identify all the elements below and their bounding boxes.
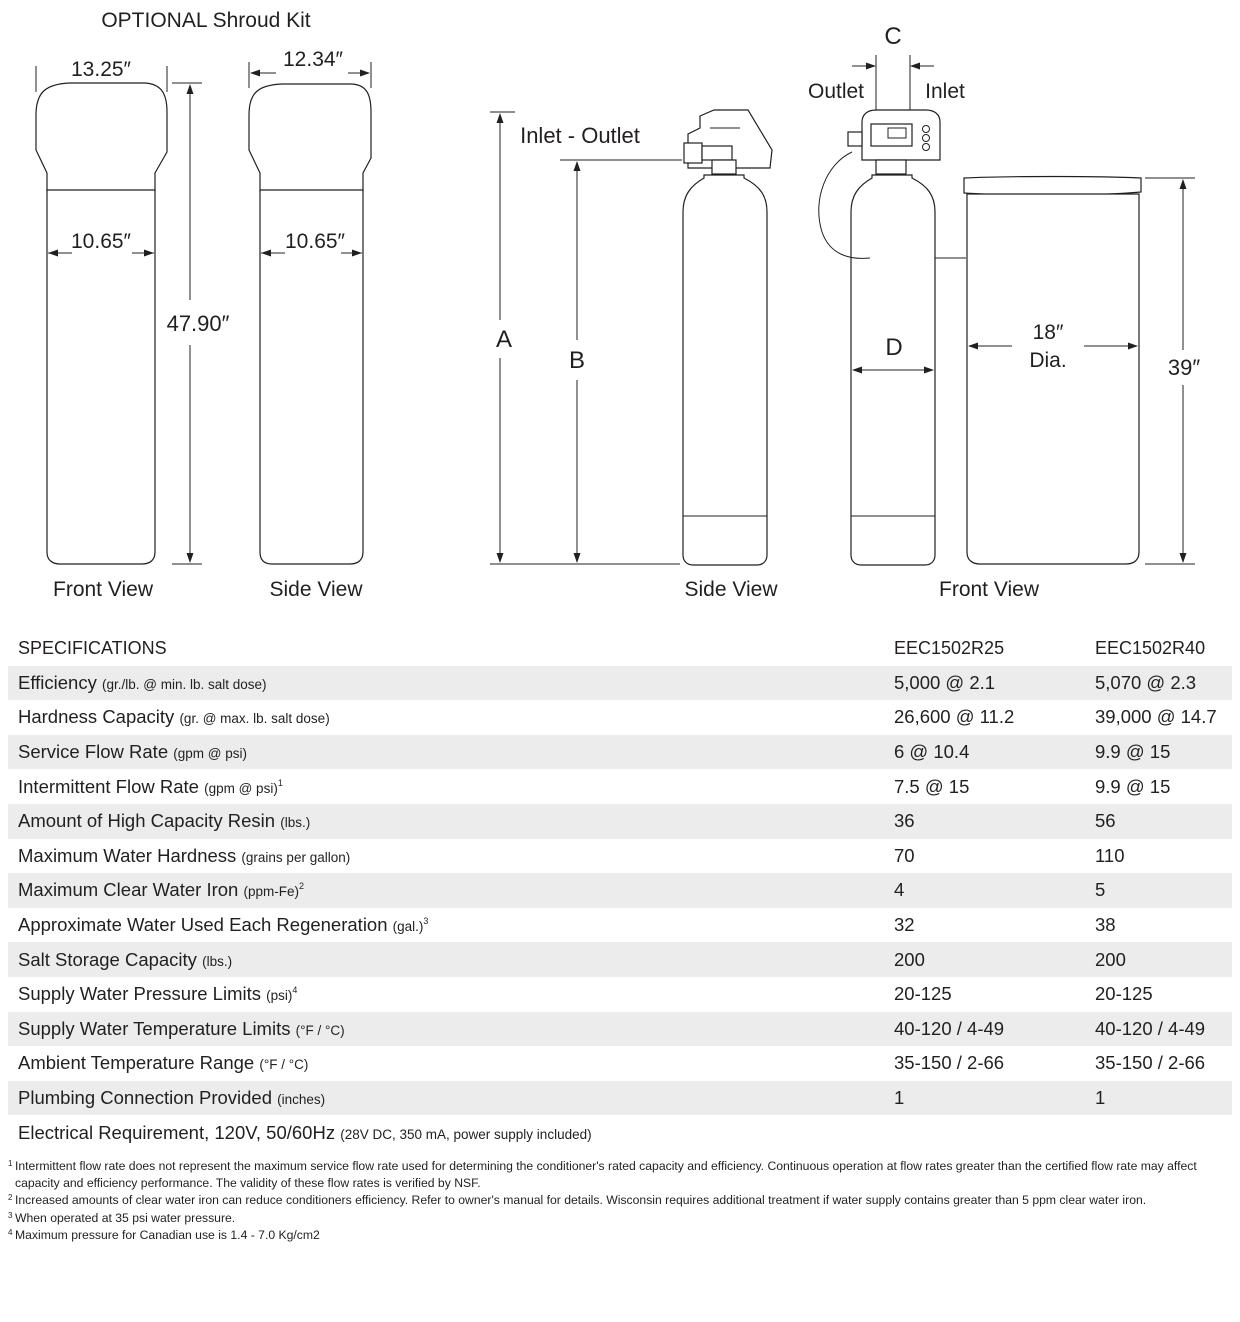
spec-label — [8, 942, 894, 977]
table-row — [8, 1081, 1232, 1116]
spec-name: Hardness Capacity — [18, 706, 175, 728]
spec-unit: (gal.) — [392, 919, 424, 935]
svg-text:10.65″: 10.65″ — [71, 230, 131, 253]
spec-value-model-1: 70 — [894, 844, 915, 866]
footnote-number: 1 — [8, 1159, 13, 1168]
spec-label — [8, 700, 894, 735]
spec-value-model-2: 40-120 / 4-49 — [1095, 1012, 1232, 1047]
spec-value-model-1: 36 — [894, 804, 1095, 839]
dimension-diagram — [0, 0, 1240, 620]
footnote-reference: 1 — [277, 777, 283, 788]
spec-label — [8, 769, 894, 804]
inlet-label: Inlet — [925, 80, 965, 103]
spec-value-model-2: 110 — [1095, 844, 1125, 866]
spec-unit: (psi) — [266, 988, 293, 1004]
svg-text:D: D — [885, 334, 903, 361]
spec-unit: (ppm-Fe) — [243, 884, 299, 900]
table-row — [8, 1012, 1232, 1047]
spec-value-model-2: 200 — [1095, 942, 1232, 977]
svg-text:C: C — [884, 23, 902, 50]
spec-value-model-2: 9.9 @ 15 — [1095, 735, 1232, 770]
shroud-front-view-label: Front View — [53, 578, 153, 601]
spec-label — [8, 666, 894, 701]
svg-text:Dia.: Dia. — [1029, 349, 1067, 372]
spec-unit: (lbs.) — [202, 953, 233, 969]
shroud-side-top-dimension — [249, 48, 371, 88]
svg-text:A: A — [495, 326, 513, 353]
shroud-front-illustration — [36, 83, 167, 564]
spec-name: Supply Water Pressure Limits — [18, 983, 261, 1005]
spec-name: Maximum Water Hardness — [18, 844, 237, 866]
table-row — [8, 942, 1232, 977]
electrical-requirement — [8, 1115, 1232, 1150]
spec-unit: (lbs.) — [280, 815, 311, 831]
table-header-row — [8, 631, 1232, 666]
footnote-reference: 4 — [292, 985, 298, 996]
svg-text:18″: 18″ — [1032, 321, 1064, 344]
spec-unit: (°F / °C) — [259, 1057, 309, 1073]
spec-name: Salt Storage Capacity — [18, 948, 197, 970]
shroud-side-illustration — [249, 84, 371, 564]
outlet-label: Outlet — [807, 80, 865, 103]
spec-value-model-1: 1 — [894, 1081, 1095, 1116]
spec-value-model-1: 200 — [894, 942, 1095, 977]
spec-unit: (grains per gallon) — [241, 849, 351, 865]
spec-label — [8, 977, 894, 1012]
spec-label — [8, 839, 894, 874]
spec-value-model-2: 38 — [1095, 914, 1116, 936]
specifications-heading: SPECIFICATIONS — [18, 637, 167, 658]
spec-value-model-1: 7.5 @ 15 — [894, 775, 970, 797]
footnote-text: Increased amounts of clear water iron can reduce conditioners efficiency. Refer to owner's manual for details. Wisconsin requires additional treatment if water supply contains greater than 5 ppm clear water iron. — [15, 1193, 1147, 1208]
footnote-number: 3 — [8, 1210, 13, 1220]
footnote-reference: 2 — [299, 881, 305, 892]
table-row — [8, 977, 1232, 1012]
spec-name: Electrical Requirement, 120V, 50/60Hz — [18, 1121, 336, 1143]
table-row — [8, 666, 1232, 701]
spec-value-model-1: 40-120 / 4-49 — [894, 1012, 1095, 1047]
footnote-number: 2 — [8, 1193, 13, 1203]
footnote — [8, 1210, 1234, 1227]
spec-label — [8, 873, 894, 908]
spec-value-model-1: 6 @ 10.4 — [894, 735, 1095, 770]
svg-text:13.25″: 13.25″ — [71, 58, 131, 81]
shroud-height-dimension — [167, 83, 230, 564]
table-row — [8, 908, 1232, 943]
table-row — [8, 700, 1232, 735]
spec-label — [8, 1081, 894, 1116]
spec-value-model-1: 35-150 / 2-66 — [894, 1052, 1005, 1074]
footnote — [8, 1227, 1234, 1244]
footnote — [8, 1158, 1234, 1192]
spec-label — [8, 735, 894, 770]
spec-name: Amount of High Capacity Resin — [18, 810, 276, 832]
spec-value-model-1: 32 — [894, 914, 915, 936]
spec-name: Maximum Clear Water Iron — [18, 879, 239, 901]
spec-value-model-2: 9.9 @ 15 — [1095, 775, 1171, 797]
model-2-heading: EEC1502R40 — [1095, 637, 1206, 658]
dimension-b — [560, 160, 682, 563]
specifications-table — [8, 631, 1232, 1150]
footnotes — [8, 1158, 1234, 1244]
spec-name: Supply Water Temperature Limits — [18, 1017, 291, 1039]
svg-text:39″: 39″ — [1167, 355, 1201, 380]
spec-value-model-1: 20-125 — [894, 983, 952, 1005]
spec-value-model-2: 5,070 @ 2.3 — [1095, 666, 1232, 701]
spec-name: Plumbing Connection Provided — [18, 1087, 273, 1109]
spec-value-model-2: 1 — [1095, 1081, 1232, 1116]
svg-text:12.34″: 12.34″ — [283, 48, 343, 71]
footnote — [8, 1192, 1234, 1209]
spec-value-model-1: 26,600 @ 11.2 — [894, 706, 1015, 728]
svg-text:10.65″: 10.65″ — [285, 230, 345, 253]
footnote-text: When operated at 35 psi water pressure. — [15, 1210, 236, 1225]
spec-label — [8, 908, 894, 943]
spec-name: Approximate Water Used Each Regeneration — [18, 914, 388, 936]
electrical-row — [8, 1115, 1232, 1150]
spec-label — [8, 804, 894, 839]
spec-unit: (gpm @ psi) — [204, 780, 278, 796]
spec-label — [8, 1012, 894, 1047]
table-row — [8, 873, 1232, 908]
dimension-c — [852, 23, 934, 110]
table-row — [8, 804, 1232, 839]
unit-front-view-label: Front View — [939, 578, 1039, 601]
spec-unit: (°F / °C) — [295, 1022, 345, 1038]
unit-side-view-label: Side View — [684, 578, 778, 601]
spec-name: Service Flow Rate — [18, 741, 169, 763]
svg-text:B: B — [568, 347, 586, 374]
shroud-side-view-label: Side View — [269, 578, 363, 601]
table-row — [8, 769, 1232, 804]
footnote-text: Maximum pressure for Canadian use is 1.4 - 7.0 Kg/cm2 — [15, 1227, 320, 1242]
spec-value-model-2: 5 — [1095, 873, 1232, 908]
model-1-heading: EEC1502R25 — [894, 637, 1005, 658]
spec-name: Efficiency — [18, 671, 97, 693]
svg-text:47.90″: 47.90″ — [166, 311, 230, 336]
spec-unit: (gr. @ max. lb. salt dose) — [179, 711, 330, 727]
spec-value-model-2: 39,000 @ 14.7 — [1095, 706, 1217, 728]
spec-label — [8, 1046, 894, 1081]
footnote-text: Intermittent flow rate does not represent the maximum service flow rate used for determining the conditioner's rated capacity and efficiency. Continuous operation at flow rates greater than the certified flow rate may affect capacity and efficiency performance. The validity of these flow rates is verified by NSF. — [15, 1159, 1197, 1191]
spec-unit: (28V DC, 350 mA, power supply included) — [340, 1126, 592, 1142]
spec-unit: (gpm @ psi) — [173, 746, 247, 762]
footnote-reference: 3 — [423, 915, 429, 926]
table-row — [8, 735, 1232, 770]
spec-value-model-2: 56 — [1095, 804, 1232, 839]
spec-name: Intermittent Flow Rate — [18, 775, 199, 797]
dimension-a — [490, 112, 680, 564]
spec-value-model-1: 4 — [894, 873, 1095, 908]
table-row — [8, 839, 1232, 874]
spec-value-model-2: 35-150 / 2-66 — [1095, 1052, 1206, 1074]
spec-unit: (gr./lb. @ min. lb. salt dose) — [101, 676, 267, 692]
table-row — [8, 1046, 1232, 1081]
spec-value-model-1: 5,000 @ 2.1 — [894, 666, 1095, 701]
shroud-kit-title: OPTIONAL Shroud Kit — [101, 9, 311, 32]
brine-tank-height-dimension — [1145, 178, 1200, 564]
softener-side-view-illustration — [683, 110, 772, 565]
spec-value-model-2: 20-125 — [1095, 983, 1153, 1005]
spec-name: Ambient Temperature Range — [18, 1052, 255, 1074]
inlet-outlet-label: Inlet - Outlet — [520, 123, 640, 148]
footnote-number: 4 — [8, 1227, 13, 1237]
spec-unit: (inches) — [277, 1092, 326, 1108]
